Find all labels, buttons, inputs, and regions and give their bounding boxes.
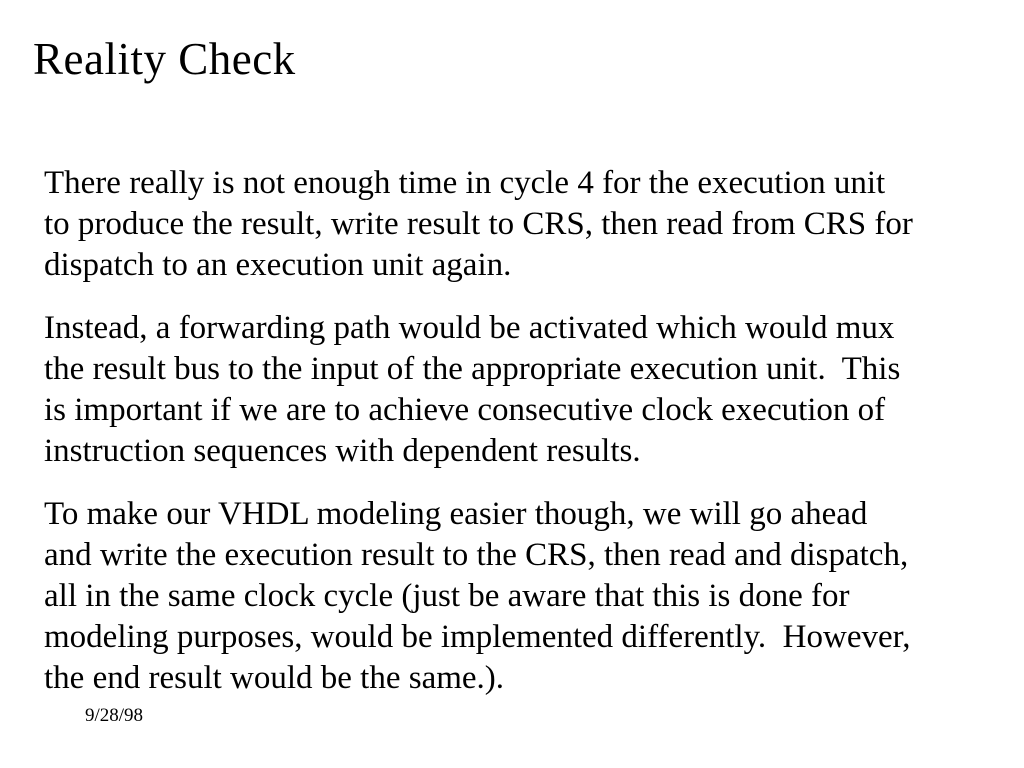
text-line: the end result would be the same.). [44, 660, 505, 696]
text-line: the result bus to the input of the appropriate execution unit. This [44, 351, 901, 387]
text-line: all in the same clock cycle (just be aware that this is done for [44, 578, 850, 614]
paragraph-2 [44, 308, 984, 472]
text-line: to produce the result, write result to CRS, then read from CRS for [44, 206, 913, 242]
text-line: There really is not enough time in cycle 4 for the execution unit [44, 165, 886, 201]
paragraph-1 [44, 163, 984, 286]
text-line: Instead, a forwarding path would be activated which would mux [44, 310, 895, 346]
text-line: is important if we are to achieve consecutive clock execution of [44, 392, 886, 428]
slide-title: Reality Check [33, 34, 296, 84]
text-line: and write the execution result to the CRS, then read and dispatch, [44, 537, 909, 573]
slide-body [44, 163, 984, 721]
text-line: instruction sequences with dependent results. [44, 433, 641, 469]
slide-date: 9/28/98 [85, 705, 144, 726]
paragraph-3 [44, 494, 984, 699]
text-line: dispatch to an execution unit again. [44, 247, 512, 283]
text-line: To make our VHDL modeling easier though, we will go ahead [44, 496, 868, 532]
text-line: modeling purposes, would be implemented differently. However, [44, 619, 911, 655]
